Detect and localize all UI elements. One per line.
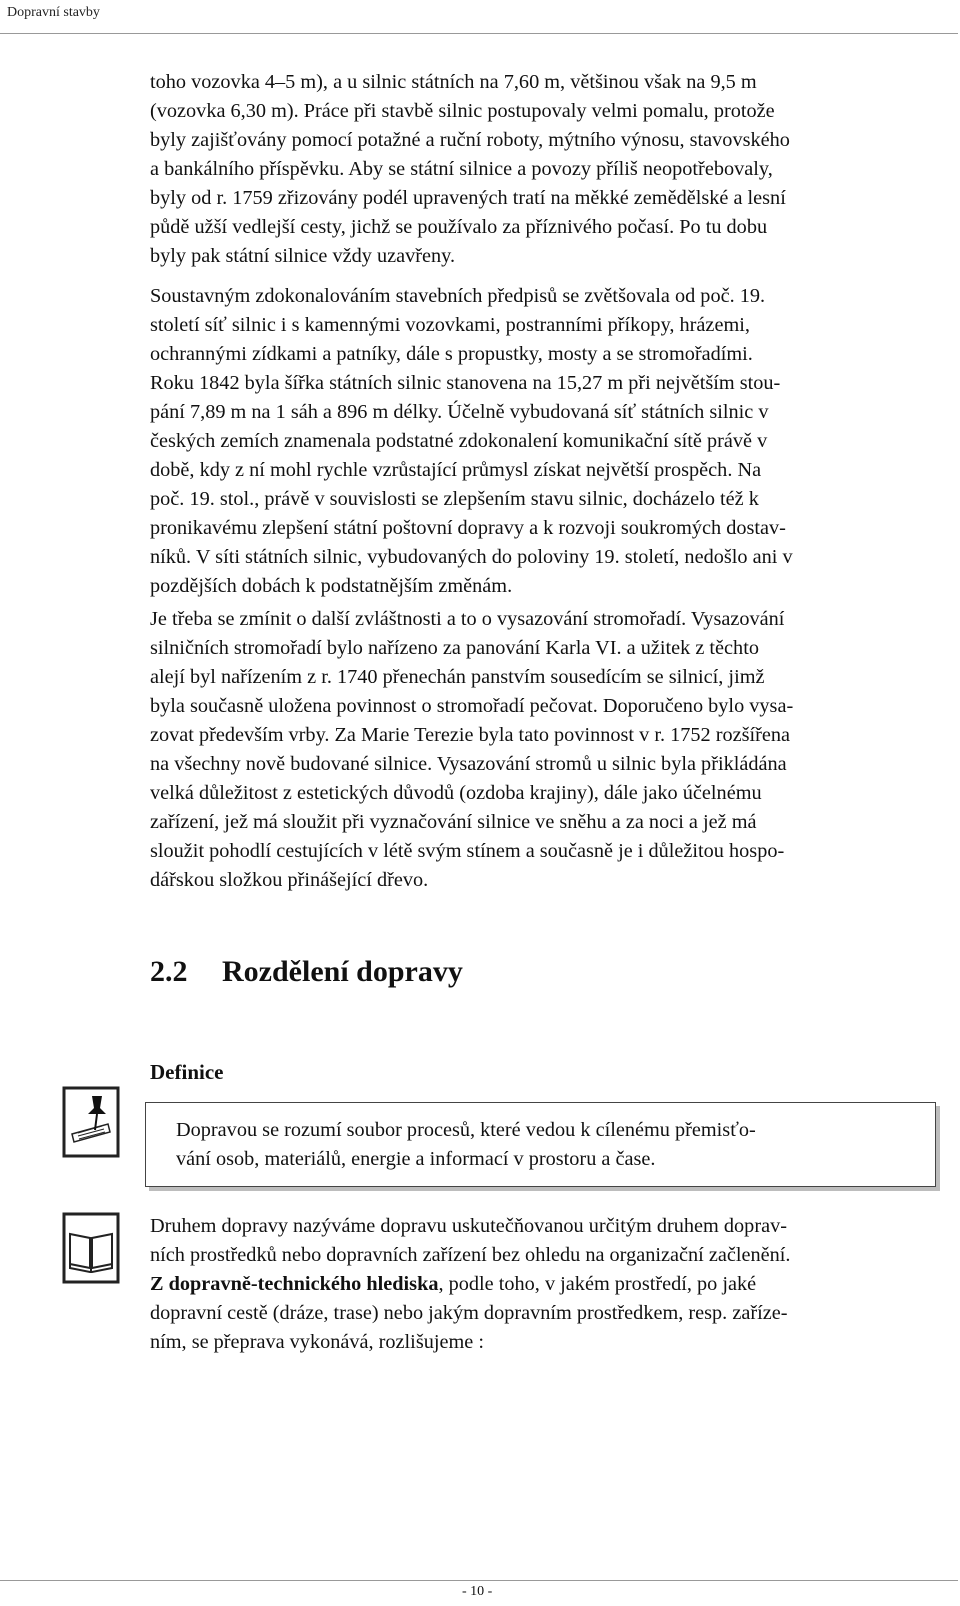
section-number: 2.2 <box>150 955 188 988</box>
definition-heading: Definice <box>150 1060 224 1084</box>
text-line: ních prostředků nebo dopravních zařízení bez ohledu na organizační začlenění. <box>150 1244 791 1266</box>
header-title: Dopravní stavby <box>7 5 100 20</box>
text-line: byly zajišťovány pomocí potažné a ruční roboty, mýtního výnosu, stavovského <box>150 129 790 151</box>
page-header <box>0 0 958 34</box>
section-heading <box>150 955 463 989</box>
section-title: Rozdělení dopravy <box>222 955 463 988</box>
text-line: zařízení, jež má sloužit při vyznačování silnice ve sněhu a za noci a jež má <box>150 811 757 833</box>
text-line <box>150 1270 932 1299</box>
book-icon <box>62 1212 120 1284</box>
definition-text <box>176 1116 916 1174</box>
definition-box <box>145 1102 936 1187</box>
text-line: českých zemích znamenala podstatné zdokonalení komunikační sítě právě v <box>150 430 768 452</box>
bold-term: Z dopravně-technického hlediska <box>150 1273 439 1295</box>
text-line: na všechny nově budované silnice. Vysazování stromů u silnic byla přikládána <box>150 753 787 775</box>
text-line: silničních stromořadí bylo nařízeno za panování Karla VI. a užitek z těchto <box>150 637 759 659</box>
text-line: toho vozovka 4–5 m), a u silnic státních na 7,60 m, většinou však na 9,5 m <box>150 71 757 93</box>
text-line: pozdějších dobách k podstatnějším změnám. <box>150 575 513 597</box>
text-line: sloužit pohodlí cestujících v létě svým stínem a současně je i důležitou hospo- <box>150 840 785 862</box>
text-line: ním, se přeprava vykonává, rozlišujeme : <box>150 1331 484 1353</box>
text-line: Dopravou se rozumí soubor procesů, které vedou k cílenému přemisťo- <box>176 1119 756 1141</box>
text-line: ochrannými zídkami a patníky, dále s propustky, mosty a se stromořadími. <box>150 343 753 365</box>
text-line: dářskou složkou přinášející dřevo. <box>150 869 429 891</box>
text-line: (vozovka 6,30 m). Práce při stavbě silnic postupovaly velmi pomalu, protože <box>150 100 775 122</box>
text-line: zovat především vrby. Za Marie Terezie byla tato povinnost v r. 1752 rozšířena <box>150 724 791 746</box>
text-line: dopravní cestě (dráze, trase) nebo jakým dopravním prostředkem, resp. zaříze- <box>150 1302 788 1324</box>
text-line: Druhem dopravy nazýváme dopravu uskutečňovanou určitým druhem doprav- <box>150 1215 787 1237</box>
paragraph-4 <box>150 1212 932 1357</box>
text-line: poč. 19. stol., právě v souvislosti se zlepšením stavu silnic, docházelo též k <box>150 488 759 510</box>
text-line: Soustavným zdokonalováním stavebních předpisů se zvětšovala od poč. 19. <box>150 285 766 307</box>
page-number: - 10 - <box>462 1584 493 1599</box>
text-line: byly od r. 1759 zřizovány podél upravených tratí na měkké zemědělské a lesní <box>150 187 786 209</box>
paragraph-2 <box>150 282 932 601</box>
text-line: byly pak státní silnice vždy uzavřeny. <box>150 245 456 267</box>
pin-note-icon <box>62 1086 120 1158</box>
footer-divider <box>0 1580 958 1581</box>
text-line: Je třeba se zmínit o další zvláštnosti a to o vysazování stromořadí. Vysazování <box>150 608 785 630</box>
text-line: níků. V síti státních silnic, vybudovaných do poloviny 19. století, nedošlo ani v <box>150 546 793 568</box>
text-line: alejí byl nařízením z r. 1740 přenechán panstvím sousedícím se silnicí, jimž <box>150 666 765 688</box>
paragraph-1 <box>150 68 932 271</box>
text-line: vání osob, materiálů, energie a informací v prostoru a čase. <box>176 1148 656 1170</box>
text-line: a bankálního příspěvku. Aby se státní silnice a povozy příliš neopotřebovaly, <box>150 158 773 180</box>
text-line: době, kdy z ní mohl rychle vzrůstající průmysl získat největší prospěch. Na <box>150 459 762 481</box>
text-line: století síť silnic i s kamennými vozovkami, postranními příkopy, hrázemi, <box>150 314 750 336</box>
text-line: byla současně uložena povinnost o stromořadí pečovat. Doporučeno bylo vysa- <box>150 695 794 717</box>
text-line: pání 7,89 m na 1 sáh a 896 m délky. Účelně vybudovaná síť státních silnic v <box>150 401 769 423</box>
text-line: pronikavému zlepšení státní poštovní dopravy a k rozvoji soukromých dostav- <box>150 517 786 539</box>
text-segment: , podle toho, v jakém prostředí, po jaké <box>438 1273 757 1295</box>
text-line: půdě užší vedlejší cesty, jichž se používalo za příznivého počasí. Po tu dobu <box>150 216 768 238</box>
paragraph-3 <box>150 605 932 895</box>
text-line: Roku 1842 byla šířka státních silnic stanovena na 15,27 m při největším stou- <box>150 372 781 394</box>
text-line: velká důležitost z estetických důvodů (ozdoba krajiny), dále jako účelnému <box>150 782 762 804</box>
